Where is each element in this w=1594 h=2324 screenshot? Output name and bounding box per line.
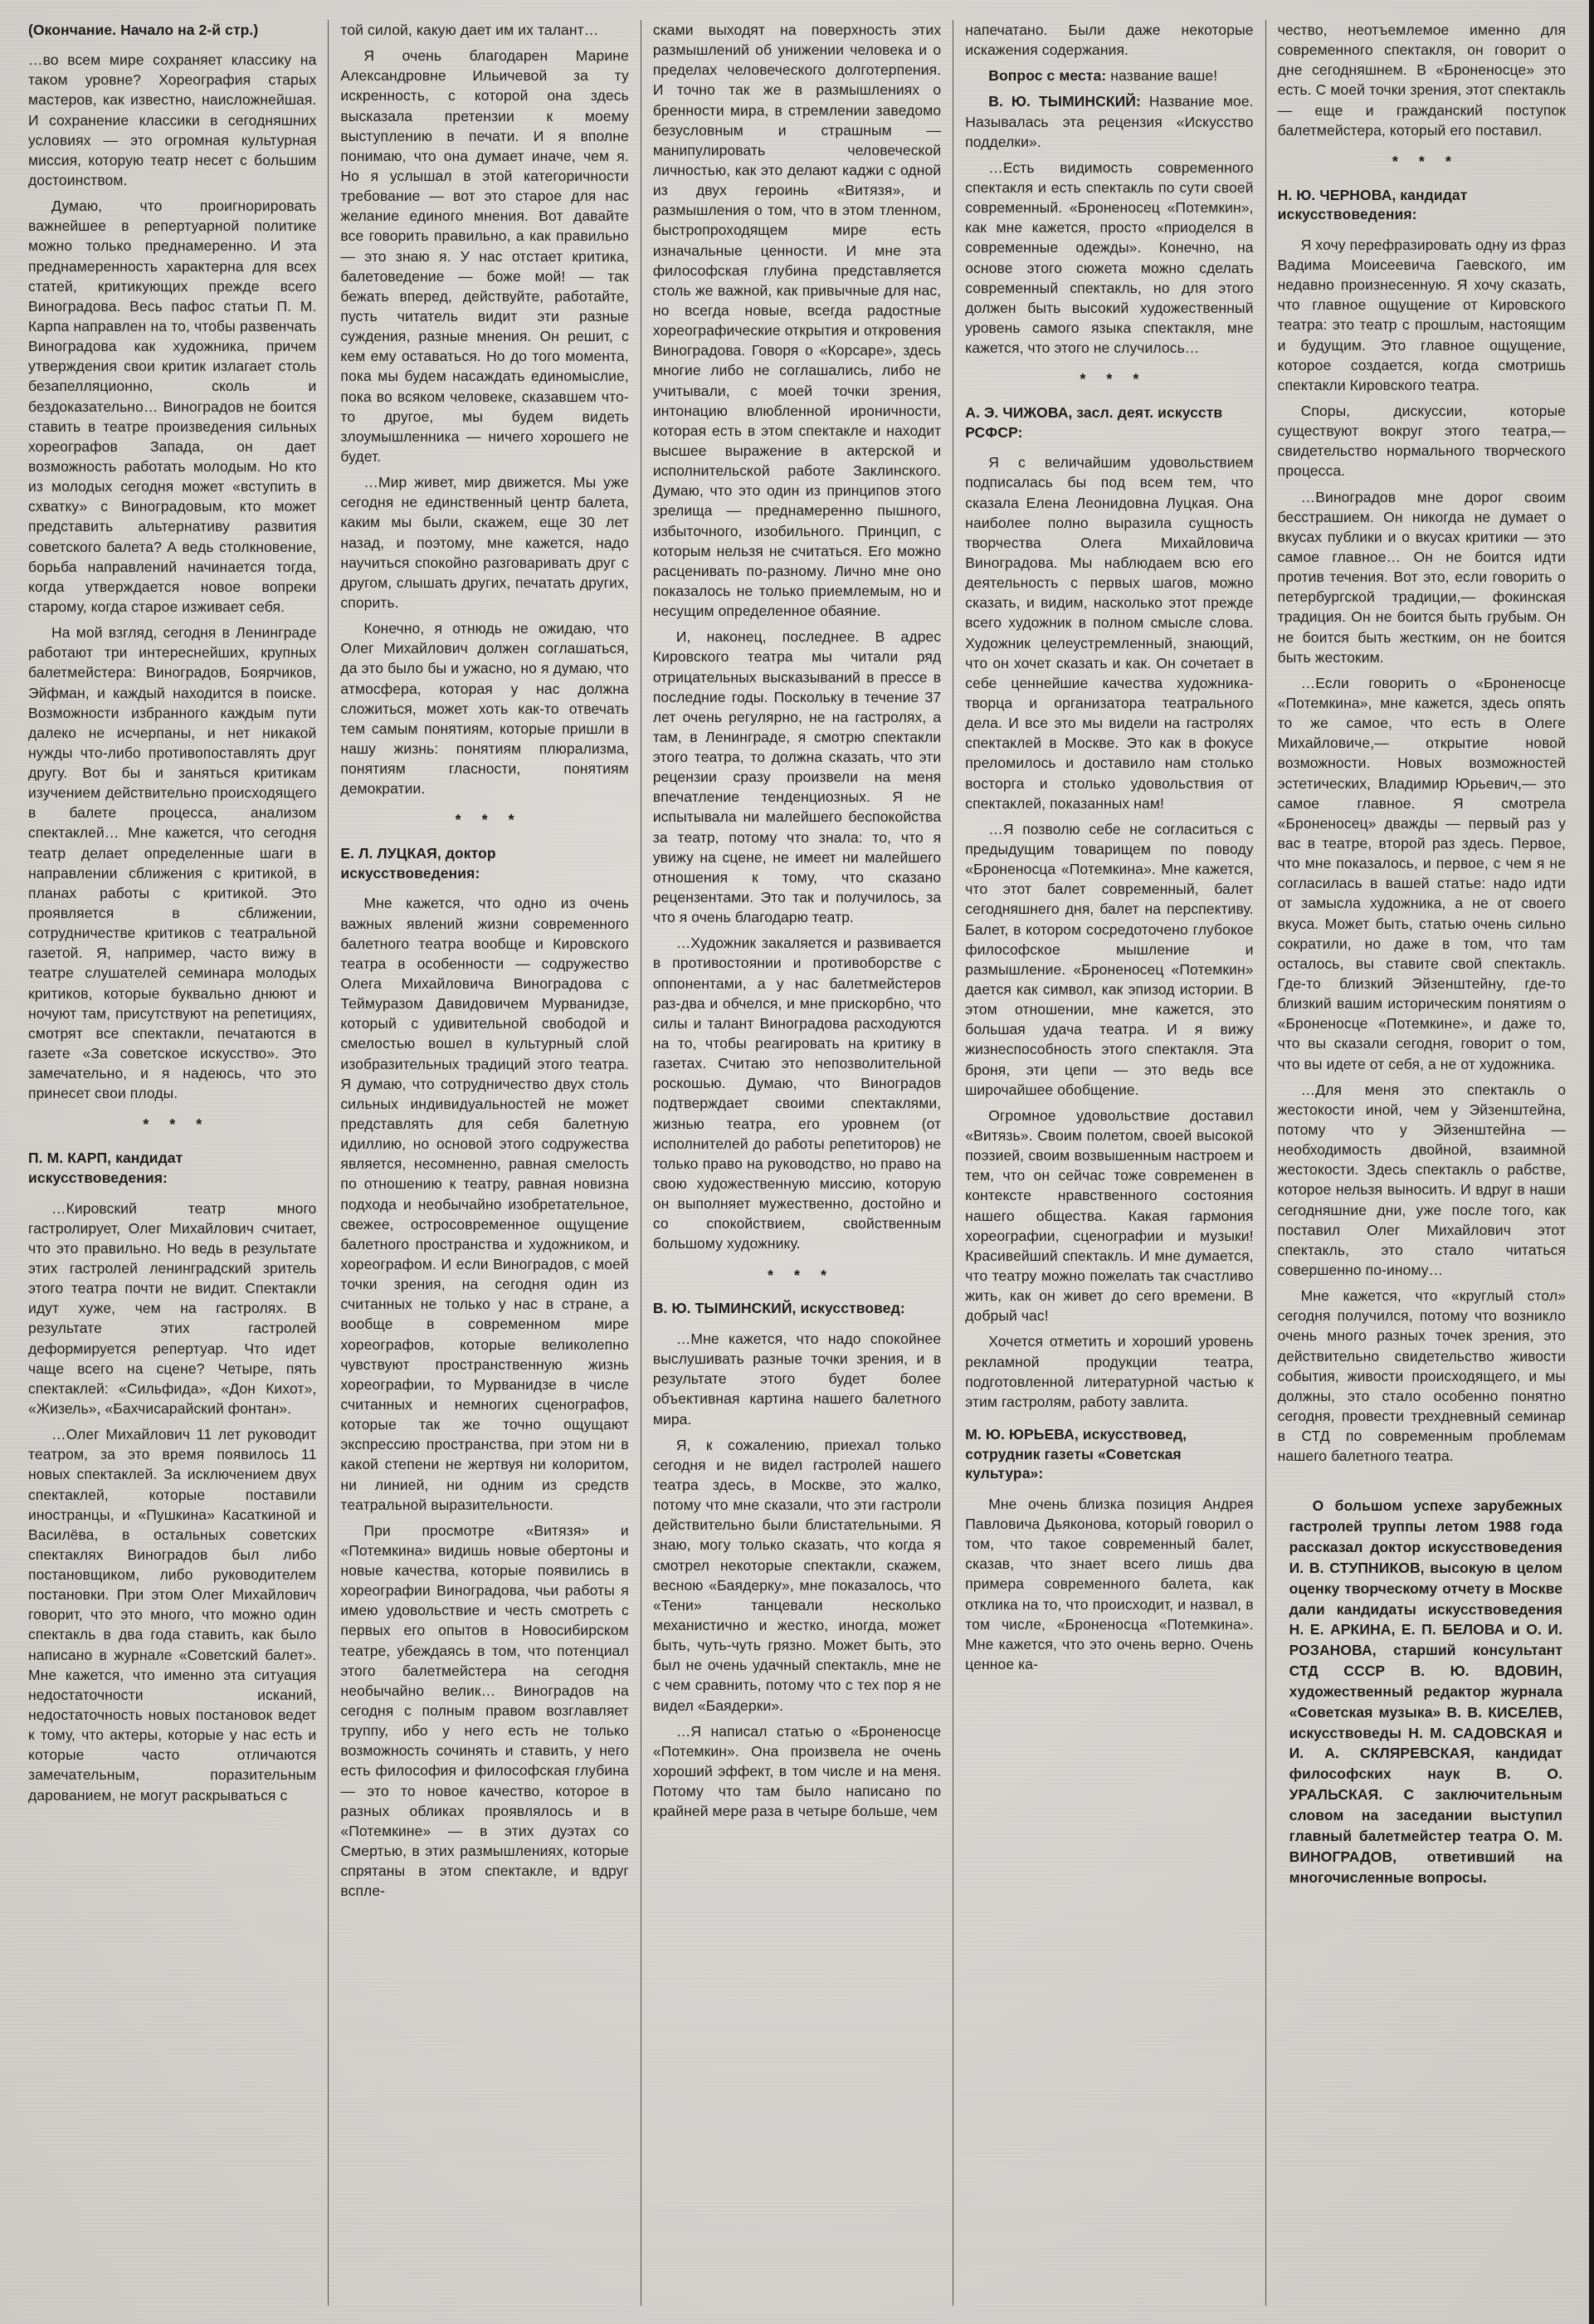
paragraph: Я с величайшим удовольствием подписалась бы под всем тем, что сказала Елена Леонидовна Луцкая. Она наиболее полно выразила сущность творчества Олега Михайловича Виноградова. Мы наблюдаем всю его деятельность с первых шагов, можно сказать, и видим, насколько этот прежде всего художник в полном смысле слова. Художник целеустремленный, знающий, что он хочет сказать и как. Он сочетает в себе ценнейшие качества художника-творца и организатора театрального дела. И все это мы видели на гастролях спектаклей в Москве. Это как в фокусе преломилось и доставило нам столько восторга и столько удовольствия от спектаклей, показанных нам! — [965, 454, 1254, 812]
column-4 — [953, 20, 1265, 2306]
paragraph: Споры, дискуссии, которые существуют вокруг этого театра,— свидетельство нормального творческого процесса. — [1277, 403, 1567, 480]
paragraph: …Если говорить о «Броненосце «Потемкина», мне кажется, здесь опять то же самое, что есть в Олеге Михайловиче,— открытие новой возможности. Новых возможностей эстетических, Владимир Юрьевич,— это самое главное. Я смотрела «Броненосец» дважды — первый раз у вас в театре, второй раз здесь. Первое, что мне показалось, и первое, с чем я не согласилась в вашей статье: надо идти от замысла художника, а не от своего вкуса. Может быть, статью очень сильно сократили, но даже в том, что там осталось, вы ставите свой спектакль. Где-то близкий Эйзенштейну, где-то близкий вашим историческим понятиям о «Броненосце «Потемкине», и даже то, что вы сказали сегодня, говорит о том, что вы идете от себя, а не от художника. — [1277, 674, 1567, 1072]
speaker-heading: В. Ю. ТЫМИНСКИЙ, искусствовед: — [652, 1300, 905, 1317]
paragraph: …Мир живет, мир движется. Мы уже сегодня не единственный центр балета, каким мы были, скажем, еще 30 лет назад, и поэтому, мне кажется, надо научиться спокойно разговаривать друг с другом, слышать других, печатать других, спорить. — [340, 474, 629, 611]
speaker-heading: Н. Ю. ЧЕРНОВА, кандидат искусствоведения: — [1277, 186, 1468, 223]
paragraph: …Кировский театр много гастролирует, Олег Михайлович считает, что это правильно. Но ведь в результате этих гастролей ленинградский зритель этого театра почти не видит. Спектакли идут хуже, чем на гастролях. В результате этих гастролей деформируется репертуар. Что идет чаще всего на сцене? Четыре, пять спектаклей: «Сильфида», «Дон Кихот», «Жизель», «Бахчисарайский фонтан». — [28, 1199, 317, 1417]
paragraph: Мне кажется, что одно из очень важных явлений жизни современного балетного театра вообще и Кировского театра в особенности — содружество Олега Михайловича Виноградова с Теймуразом Давидовичем Мурванидзе, который с удивительной свободой и смелостью вошел в культурный слой изобразительных традиций этого театра. Я думаю, что сотрудничество двух столь сильных индивидуальностей не может представлять для себя балетную идиллию, но основой этого содружества является, несомненно, равная смелость по отношению к театру, равная новизна подхода и необычайно изобретательное, свежее, остросовременное ощущение балетного пространства и художником, и хореографом. И если Виноградов, с моей точки зрения, на сегодня один из считанных не только у нас в стране, а вообще в современном мире хореографов, которые великолепно чувствуют пространственную жизнь хореографии, то Мурванидзе в числе считанных и немногих сценографов, которые так же точно ощущают экспрессию пространства, при этом ни в какой степени не жертвуя ни колоритом, ни линией, ни одним из средств театральной выразительности. — [340, 895, 629, 1513]
speaker-heading: Е. Л. ЛУЦКАЯ, доктор искусствоведения: — [340, 845, 496, 881]
paragraph: Мне кажется, что «круглый стол» сегодня получился, потому что возникло очень много разных точек зрения, это действительно свидетельство живости события, живости происходящего, и мы должны, это стало особенно понятно сегодня, провести трехдневный семинар в СТД по современным проблемам нашего балетного театра. — [1277, 1287, 1567, 1465]
paragraph: Огромное удовольствие доставил «Витязь». Своим полетом, своей высокой поэзией, своим возвышенным настроем и тем, что он сейчас тоже современен в контексте нравственного состояния нашего общества. Какая гармония хореографии, сценографии и музыки! Красивейший спектакль. И мне думается, что театру можно пожелать так счастливо жить, как он живет до сего времени. В добрый час! — [965, 1106, 1254, 1325]
paragraph: напечатано. Были даже некоторые искажения содержания. — [965, 22, 1254, 59]
continuation-note: (Окончание. Начало на 2-й стр.) — [28, 22, 259, 38]
paragraph: сками выходят на поверхность этих размышлений об унижении человека и о пределах человеческого долготерпения. И точно так же в размышлениях о бренности мира, в стремлении заведомо безусловным и страшным — манипулировать человеческой личностью, как это делают каджи с одной из двух героинь «Витязя», и размышления о том, что в этом тленном, быстропроходящем мире есть изначальные ценности. И мне эта философская глубина представляется столь же важной, как привычные для нас, но всегда новые, всегда радостные хореографические открытия и откровения Виноградова. Говоря о «Корсаре», здесь многие либо не соглашались, либо не учитывали, с моей точки зрения, интонацию влюбленной ироничности, которая есть в этом спектакле и находит высшее выражение в актерской и исполнительской работе Заклинского. Думаю, что это один из принципов этого зрелища — преднамеренно пышного, избыточного, изобильного. Принцип, с которым нельзя не считаться. Его можно расценивать по-разному. Лично мне оно показалось не только приемлемым, но и несущим определенное обаяние. — [652, 22, 942, 620]
bold-lead: В. Ю. ТЫМИНСКИЙ: — [988, 93, 1149, 110]
paragraph: Я очень благодарен Марине Александровне Ильичевой за ту искренность, с которой она здесь высказала претензии к моему выступлению в печати. И я вполне понимаю, что она думает иначе, чем я. Но я услышал в этой категоричности требование — вот это старое для нас желание единого мнения. Вот давайте все говорить правильно, а как правильно — это знаю я. У нас отстает критика, балетоведение — боже мой! — так бежать вперед, действуйте, работайте, пусть читатель видит эти разные суждения, разные мнения. Он решит, с кем ему оставаться. Но до того момента, пока мы будем насаждать единомыслие, пока во всяком человеке, сказавшем что-то другое, мы будем видеть злоумышленника — ничего хорошего не будет. — [340, 47, 629, 465]
paragraph: …Виноградов мне дорог своим бесстрашием. Он никогда не думает о вкусах публики и о вкусах критики — это самое главное… Он не боится идти против течения. Вот это, если говорить о петербургской традиции,— фокинская традиция. Он не боится быть грубым. Он не боится быть жестким, он не боится быть жестоким. — [1277, 488, 1567, 666]
paragraph: …во всем мире сохраняет классику на таком уровне? Хореография старых мастеров, как известно, наисложнейшая. И сохранение классики в сегодняшних условиях — это огромная культурная миссия, которую театр несет с большим достоинством. — [28, 51, 317, 188]
paragraph: Конечно, я отнюдь не ожидаю, что Олег Михайлович должен соглашаться, да это было бы и ужасно, но я думаю, что атмосфера, которая у нас должна сложиться, может хоть как-то отвечать тем самым понятиям, которые пришли в нашу жизнь: понятиям плюрализма, понятиям гласности, понятиям демократии. — [340, 620, 629, 798]
column-1 — [17, 20, 328, 2306]
speaker-heading: П. М. КАРП, кандидат искусствоведения: — [28, 1150, 183, 1186]
paragraph: И, наконец, последнее. В адрес Кировского театра мы читали ряд отрицательных высказываний в прессе в последние годы. Поскольку в течение 37 лет очень регулярно, не на гастролях, а там, в Ленинграде, я смотрю спектакли этого театра, то должна сказать, что эти рецензии сразу произвели на меня впечатление тенденциозных. Я не испытывала ни малейшего беспокойства за театр, потому что знала: то, что я увижу на сцене, не имеет ни малейшего отношения к тому, что сказано рецензентами. Это так и получилось, за что я очень благодарю театр. — [652, 628, 942, 926]
speaker-heading: А. Э. ЧИЖОВА, засл. деят. искусств РСФСР: — [965, 404, 1223, 441]
paragraph: …Художник закаляется и развивается в противостоянии и противоборстве с оппонентами, а у нас балетмейстеров раз-два и обчелся, и мне прискорбно, что силы и талант Виноградова расходуются на то, чтобы реагировать на критику в газетах. Считаю это непозволительной роскошью. Думаю, что Виноградов подтверждает своими спектаклями, жизнью театра, его уровнем (от исполнителей до работы репетиторов) не только право на руководство, но право на свою художественную миссию, которую он выполняет мужественно, достойно и со спокойствием, свойственным большому художнику. — [652, 935, 942, 1252]
paragraph: …Есть видимость современного спектакля и есть спектакль по сути своей современный. «Броненосец «Потемкин», как мне кажется, просто «приоделся в современные одежды». Конечно, на основе этого сюжета можно сделать современный спектакль, но для этого должен быть высокий художественный уровень самого языка спектакля, мне кажется, что этого не случилось… — [965, 159, 1254, 357]
editorial-closing-note: О большом успехе зарубежных гастролей труппы летом 1988 года рассказал доктор искусствоведения И. В. СТУПНИКОВ, высокую в целом оценку творческому отчету в Москве дали кандидаты искусствоведения Н. Е. АРКИНА, Е. П. БЕЛОВА и О. И. РОЗАНОВА, старший консультант СТД СССР В. Ю. ВДОВИН, художественный редактор журнала «Советская музыка» В. В. КИСЕЛЕВ, искусствоведы Н. М. САДОВСКАЯ и И. А. СКЛЯРЕВСКАЯ, кандидат философских наук В. О. УРАЛЬСКАЯ. С заключительным словом на заседании выступил главный балетмейстер театра О. М. ВИНОГРАДОВ, ответивший на многочисленные вопросы. — [1289, 1497, 1563, 1886]
paragraph: Вопрос с места: название ваше! — [988, 67, 1218, 85]
paragraph: …Олег Михайлович 11 лет руководит театром, за это время появилось 11 новых спектаклей. За исключением двух спектаклей, которые поставили иностранцы, и «Пушкина» Касаткиной и Василёва, в остальных советских спектаклях Виноградов был либо постановщиком, либо руководителем постановки. При этом Олег Михайлович говорит, что это много, что можно один спектакль в два года ставить, как было написано в журнале «Советский балет». Мне кажется, что именно эта ситуация недостаточности исканий, недостаточность новых постановок ведет к тому, что актеры, которые у нас есть и которые часто отличаются замечательным, поразительным дарованием, не могут раскрываться с — [28, 1426, 317, 1804]
paragraph: той силой, какую дает им их талант… — [340, 22, 599, 38]
columns-container — [17, 20, 1577, 2306]
section-separator: * * * — [768, 1267, 836, 1284]
section-separator: * * * — [143, 1116, 211, 1134]
paragraph: …Для меня это спектакль о жестокости иной, чем у Эйзенштейна, потому что у Эйзенштейна — необходимость двойной, взаимной жестокости. Здесь спектакль о рабстве, которое нельзя выносить. И вдруг в наши сегодняшние дни, уже после того, как поставил Олег Михайлович этот спектакль, это стало читаться совершенно по-иному… — [1277, 1081, 1567, 1278]
paragraph: Я, к сожалению, приехал только сегодня и не видел гастролей нашего театра здесь, в Москве, это жалко, потому что мне сказали, что эти гастроли действительно были блистательными. Я знаю, могу только сказать, что когда я смотрел некоторые спектакли, скажем, весною «Баядерку», мне показалось, что «Тени» танцевали несколько механистично и жестко, иногда, может быть, чуть-чуть грязно. Может быть, это был не очень удачный спектакль, мне не с чем сравнить, потому что с тех пор я не видел «Баядерки». — [652, 1436, 942, 1714]
speaker-heading: М. Ю. ЮРЬЕВА, искусствовед, сотрудник газеты «Советская культура»: — [965, 1425, 1187, 1482]
paragraph: Хочется отметить и хороший уровень рекламной продукции театра, подготовленной литературной частью к этим гастролям, работу завлита. — [965, 1333, 1254, 1410]
column-3 — [641, 20, 953, 2306]
paragraph: Я хочу перефразировать одну из фраз Вадима Моисеевича Гаевского, им недавно произнесенную. Я хочу сказать, что главное ощущение от Кировского театра: это театр с прошлым, настоящим и будущим. Это главное ощущение, которое создается, когда смотришь спектакли Кировского театра. — [1277, 236, 1567, 393]
bold-lead: Вопрос с места: — [988, 67, 1111, 85]
section-separator: * * * — [1080, 371, 1148, 388]
paragraph: Думаю, что проигнорировать важнейшее в репертуарной политике можно только преднамеренно. И эта преднамеренность характерна для всех статей, критикующих прежде всего Виноградова. Весь пафос статьи П. М. Карпа направлен на то, чтобы развенчать Виноградова как художника, причем утверждения свои критик излагает столь безапелляционно, сколь и бездоказательно… Виноградов не боится ставить в театре произведения сильных хореографов Запада, он дает возможность работать молодым. Но кто из молодых сегодня может «вступить в схватку» с Виноградовым, кто может представить альтернативу развития советского балета? А ведь столкновение, борьба направлений начинается тогда, когда утверждается новое вопреки старому, когда старое изживает себя. — [28, 198, 317, 615]
section-separator: * * * — [1392, 153, 1460, 170]
paragraph: На мой взгляд, сегодня в Ленинграде работают три интереснейших, крупных балетмейстера: Виноградов, Боярчиков, Эйфман, и каждый находится в поиске. Возможности избранного каждым пути далеко не исчерпаны, и нет никакой нужды что-либо противопоставлять друг другу. Вот бы и заняться критикам изучением действительно происходящего в балете процесса, анализом спектаклей… Мне кажется, что сегодня театр делает определенные шаги в направлении сближения с критикой, в планах работы с критикой. Это проявляется в сближении, сотрудничестве критиков с театральной газетой. Я, например, часто вижу в театре слушателей семинара молодых критиков, которые буквально днюют и ночуют там, присутствуют на репетициях, смотрят все спектакли, печатаются в газете «За советское искусство». Это замечательно, и я надеюсь, что это принесет свои плоды. — [28, 624, 317, 1102]
paragraph: чество, неотъемлемое именно для современного спектакля, он говорит о дне сегодняшнем. В «Броненосце» это есть. С моей точки зрения, этот спектакль — еще и гражданский поступок балетмейстера, который его поставил. — [1277, 22, 1567, 139]
paragraph: …Мне кажется, что надо спокойнее выслушивать разные точки зрения, и в результате этого будет более объективная картина нашего балетного мира. — [652, 1330, 942, 1428]
paragraph: Мне очень близка позиция Андрея Павловича Дьяконова, который говорил о том, что такое современный балет, сказав, что знает всего лишь два примера современного балета, как отклика на то, что происходит, и назвал, в том числе, «Броненосца «Потемкина». Мне кажется, что это очень верно. Очень ценное ка- — [965, 1495, 1254, 1672]
paragraph: При просмотре «Витязя» и «Потемкина» видишь новые обертоны и новые качества, которые появились в хореографии Виноградова, чьи работы я имею удовольствие и честь смотреть с первых его опытов в Новосибирском театре, убеждаясь в том, что потенциал этого балетмейстера на сегодня необычайно велик… Виноградов на сегодня с полным правом возглавляет труппу, ибо у него есть не только возможность сочинять и ставить, у него есть философия и философская глубина — это то новое качество, которое в разных обликах проявлялось и в «Потемкине» — в этих дуэтах со Смертью, в этих размышлениях, которые спрятаны в этом спектакле, и вдруг вспле- — [340, 1521, 629, 1900]
paragraph: …Я написал статью о «Броненосце «Потемкин». Она произвела не очень хороший эффект, в том числе и на меня. Потому что там было написано по крайней мере раза в четыре больше, чем — [652, 1722, 942, 1820]
column-2 — [328, 20, 640, 2306]
section-separator: * * * — [455, 812, 523, 829]
column-5 — [1265, 20, 1577, 2306]
paragraph: …Я позволю себе не согласиться с предыдущим товарищем по поводу «Броненосца «Потемкина». Мне кажется, что этот балет современный, балет сегодняшнего дня, балет на перспективу. Балет, в котором сосредоточено глубокое философское мышление и размышление. «Броненосец «Потемкин» дается как символ, как эпизод истории. В этом отношении, мне кажется, это большая удача театра. И я вижу жизнеспособность этого спектакля. Эта броня, эти цепи — это ведь все широчайшее обобщение. — [965, 820, 1254, 1098]
paragraph: В. Ю. ТЫМИНСКИЙ: Название мое. Называлась эта рецензия «Искусство подделки». — [965, 93, 1254, 150]
